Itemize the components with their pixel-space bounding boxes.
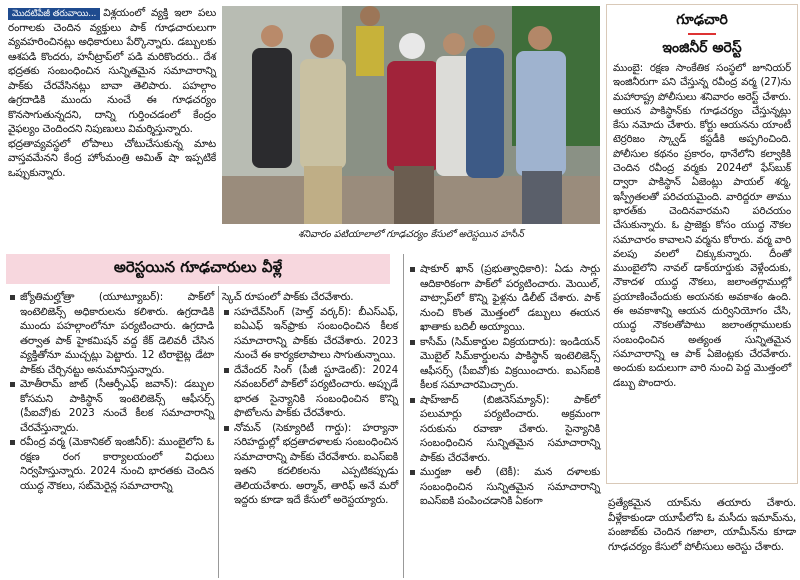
- list-item: జ్యోతిమల్హోత్రా (యూట్యూబర్): పాక్‌లో ఇంటెలిజెన్స్ అధికారులను కలిశారు. ఉగ్రదాడికి ముందు పహల్గాంలోనూ పర్యటించారు. ఉగ్రదాడి తర్వాత పాక్ హైకమిషన్ వద్ద కేక్ డెలివరీ చేసిన వ్యక్తితోనూ ముచ్చట్లు పెట్టారు. 12 టిరాబైట్ల డేటా పాక్‌కు చేర్చినట్టు అనుమానిస్తున్నారు.: [8, 290, 214, 377]
- list-item: షాకూర్ ఖాన్ (ప్రభుత్వాధికారి): ఏడు సార్లు ఆదికారికంగా పాక్‌లో పర్యటించారు. మెయిల్, వాట్సాప్‌లో కొన్ని ఫైళ్లను డిలీట్ చేశారు. పాక్ నుంచి కొంత మొత్తంలో డబ్బులు ఈయన ఖాతాకు బదిలీ అయ్యాయి.: [408, 262, 600, 335]
- arrest-list-column-3: [408, 262, 600, 509]
- news-photo: [222, 6, 600, 224]
- sidebar-title: [607, 11, 797, 58]
- arrest-list-column-2: [222, 290, 398, 508]
- list-item: కాసీమ్ (సిమ్‌కార్డుల విక్రయదారు): ఇండియన్ మొబైల్ సిమ్‌కార్డులను పాకిస్థాన్ ఇంటెలిజెన్స్ ఆఫీసర్స్ (పీఐవో)కు విక్రయించారు. ఐఎస్ఐకి కీలక సమాచారమిచ్చారు.: [408, 335, 600, 393]
- list-item: షాహ్‌జాద్ (బిజినెస్‌మ్యాన్): పాక్‌లో పలుమార్లు పర్యటించారు. అక్రమంగా సరుకును రవాణా చేశారు. సైన్యానికి సంబంధించిన సున్నితమైన సమాచారాన్ని పాక్‌కు చేరవేశారు.: [408, 393, 600, 466]
- section-heading: అరెస్టయిన గూఢచారులు వీళ్లే: [6, 254, 390, 284]
- photo-illustration: [222, 6, 600, 224]
- list-item: రవీంద్ర వర్మ (మెకానికల్ ఇంజినీర్): ముంబైలోని ఓ రక్షణ రంగ కార్యాలయంలో విధులు నిర్వహిస్తున్నారు. 2024 నుంచి భారతకు చెందిన యుద్ధ నౌకలు, సబ్‌మెరైన్ల సమాచారాన్ని: [8, 435, 214, 493]
- title-accent: [688, 33, 716, 35]
- list-item: నోమన్ (సెక్యూరిటీ గార్డు): హర్యానా సరిహద్దుల్లో భద్రతాదళాలకు సంబంధించిన సమాచారాన్ని పాక్‌కు చేరవేశారు. ఐఎస్ఐకి ఇతని కదలికలను ఎప్పటికప్పుడు తెలియచేశారు. అర్మాన్, తారిఫ్ అనే మరో ఇద్దరు కూడా ఇదే కేసులో అరెస్టయ్యారు.: [222, 421, 398, 508]
- intro-paragraph-2: భద్రతావ్యవస్థలో లోపాలు చోటుచేసుకున్న మాట వాస్తవమేనని కేంద్ర హోంమంత్రి అమిత్ షా ఇప్పటికే ఒప్పుకున్నారు.: [8, 137, 216, 179]
- sidebar-title-line2: ఇంజినీర్ అరెస్ట్: [662, 40, 742, 56]
- list-continuation: స్కెచ్ రూపంలో పాక్‌కు చేరవేశారు.: [222, 291, 354, 303]
- list-item: సహదేవ్‌సింగ్ (హెల్త్ వర్కర్): బీఎస్ఎఫ్, ఐఏఎఫ్ ఇన్‌ఫ్రాకు సంబంధించిన కీలక సమాచారాన్ని పాక్‌కు చేరవేశారు. 2023 నుంచే ఈ కార్యకలాపాలు సాగుతున్నాయి.: [222, 305, 398, 363]
- bottom-right-text: ప్రత్యేకమైన యాప్‌ను తయారు చేశారు. వీళ్లేకాకుండా యూపీలోని ఓ మసీదు ఇమామ్‌ను, పంజాబ్‌కు చెందిన గజాలా, యామీన్‌ను కూడా గూఢచర్యం కేసులో పోలీసులు అరెస్టు చేశారు.: [608, 497, 796, 553]
- arrest-list-column-1: [8, 290, 214, 493]
- list-item: ముర్తజా అలీ (టెకీ): మన దళాలకు సంబంధించిన సున్నితమైన సమాచారాన్ని ఐఎస్ఐకి పంపించడానికి ఏకంగా: [408, 465, 600, 509]
- continuation-tag: మొదటిపేజీ తరువాయి...: [8, 8, 100, 20]
- list-item: మోతీరామ్ జాట్ (సీఆర్పీఎఫ్ జవాన్): డబ్బుల కోసమని పాకిస్థాన్ ఇంటెలిజెన్స్ ఆఫీసర్స్ (పీఐవో)కు 2023 నుంచే కీలక సమాచారాన్ని చేరవేస్తున్నారు.: [8, 377, 214, 435]
- sidebar-text: ముంబై: రక్షణ సాంకేతిక సంస్థలో జూనియర్ ఇంజినీరుగా పని చేస్తున్న రవీంద్ర వర్మ (27)ను మహారాష్ట్ర పోలీసులు శనివారం అరెస్ట్ చేశారు. ఆయన పాకిస్థాన్‌కు గూఢచర్యం చేస్తున్నట్లు కేసు నమోదు చేశారు. కోర్టు ఆయనను యాంటీ టెర్రరిజం స్క్వాడ్ కస్టడీకి అప్పగించింది. పోలీసుల కథనం ప్రకారం, థానేలోని కల్వాకికి చెందిన రవీంద్ర వర్మకు 2024లో ఫేస్‌బుక్ ద్వారా పాకిస్థాన్ ఏజెంట్లు పాయల్ శర్మ, ఇస్ప్రీతలతో పరిచయమైంది. వారిద్దరూ తాము భారత్‌కు చెందినవారమని పరిచయం చేసుకున్నారు. ఓ ప్రాజెక్టు కోసం యుద్ధ నౌకల సమాచారం కావాలని వర్మను కోరారు. వర్మ వారి వలపు వలలో చిక్కుకున్నారు. దీంతో ముంబైలోని నావల్ డాక్‌యార్డుకు వెళ్లేందుకు, నౌకాదళ యుద్ధ నౌకలు, జలాంతర్గాముల్లో ప్రయాణించేందుకు అయనకు అవకాశం ఉంది. ఈ అవకాశాన్ని ఆయన దుర్వినియోగం చేసి, యుద్ధ నౌకలతోపాటు జలాంతర్గాములకు సంబంధించిన అత్యంత సున్నితమైన సమాచారాన్ని ఆ పాక్ ఏజెంట్లకు చేరవేశారు. అందుకు బదులుగా వారి నుంచి పెద్ద మొత్తంలో డబ్బు పొందారు.: [613, 63, 791, 389]
- intro-column: [8, 6, 216, 180]
- bottom-right-column: [608, 496, 796, 554]
- column-divider: [403, 254, 404, 578]
- photo-caption: శనివారం పటియాలాలో గూఢచర్యం కేసులో అరెస్టయిన హసీన్: [298, 229, 524, 240]
- intro-paragraph-1: మొదటిపేజీ తరువాయి... విశ్లయంలో వ్యక్తి ఇలా పలు రంగాలకు చెందిన వ్యక్తులు పాక్ గూఢచారులుగా వ్యవహరించినట్లు అధికారులు పేర్కొన్నారు. డబ్బులకు ఆశపడి కొందరు, హనీట్రాప్‌లో పడి మరికొందరు.. దేశ భద్రతకు సంబంధించిన సున్నితమైన సమాచారాన్ని పాక్‌కు చేరవేసినట్లు బావా తెలిపారు. పహల్గాం ఉగ్రదాడికి ముందు నుంచే ఈ గూఢచర్యం కొనసాగుతున్నదని, దాన్ని గుర్తించడంలో కేంద్రం వైఫల్యం చెందిందని నిపుణులు విమర్శిస్తున్నారు.: [8, 7, 216, 135]
- sidebar-box: [606, 4, 798, 484]
- sidebar-title-line1: గూఢచారి: [676, 12, 728, 28]
- list-item: దేవేందర్ సింగ్ (పీజీ స్టూడెంట్): 2024 నవంబర్‌లో పాక్‌లో పర్యటించారు. అప్పుడే భారత సైన్యానికి సంబంధించిన కొన్ని ఫొటోలను పాక్‌కు చేరవేశారు.: [222, 363, 398, 421]
- column-divider: [218, 286, 219, 578]
